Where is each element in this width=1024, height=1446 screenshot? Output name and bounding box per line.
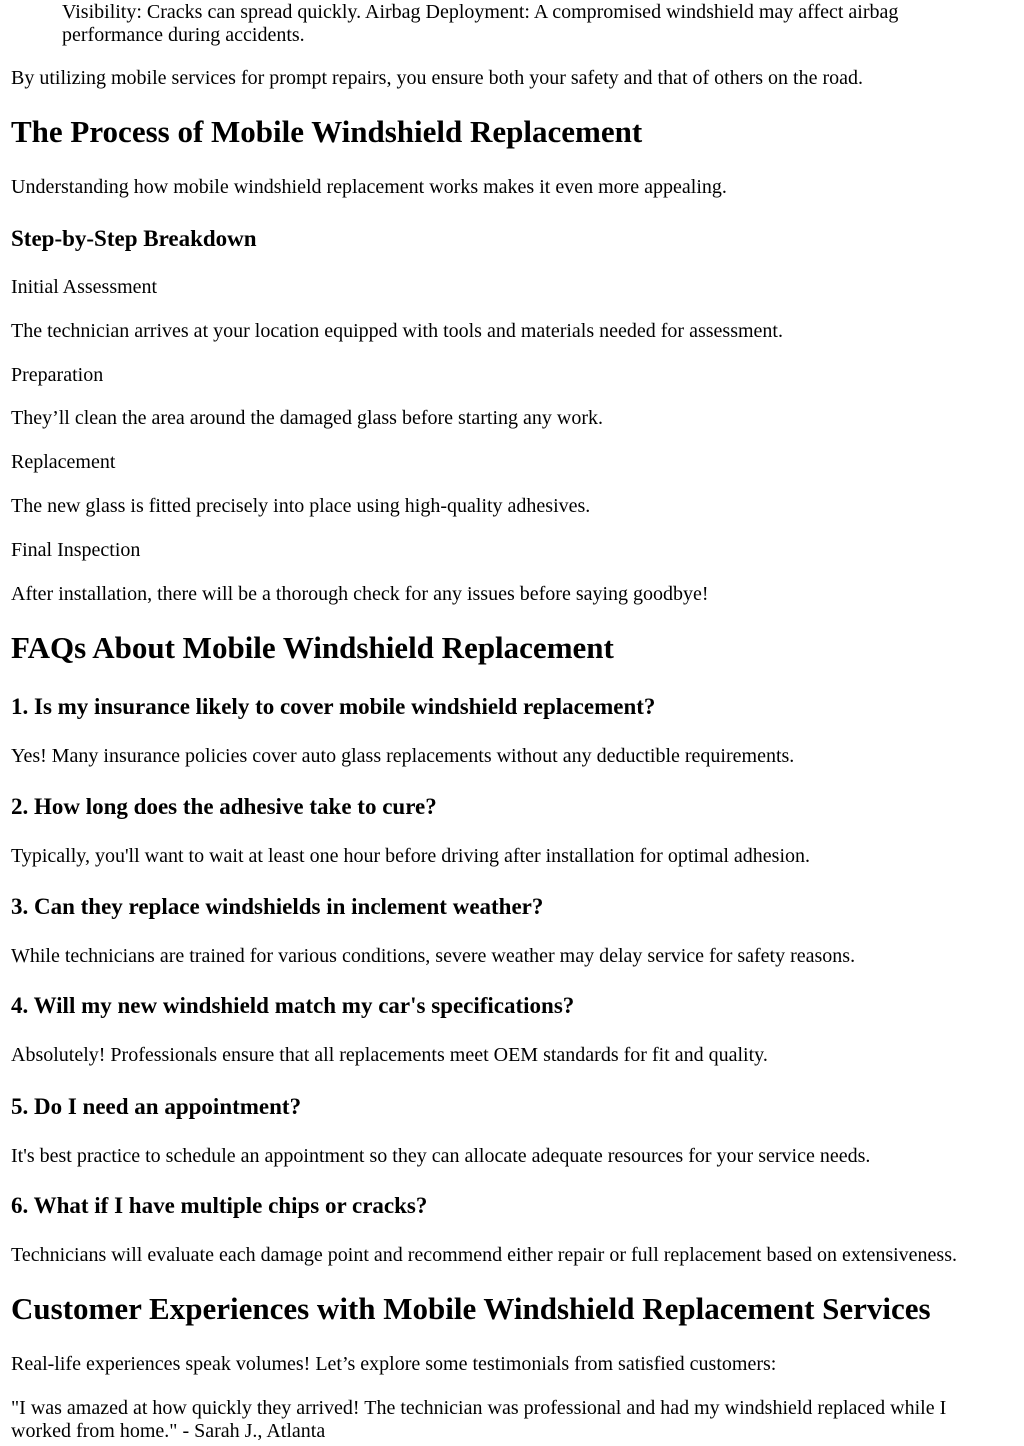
process-heading: The Process of Mobile Windshield Replacement <box>11 114 643 149</box>
faq-answer: It's best practice to schedule an appointment so they can allocate adequate resources for your service needs. <box>11 1145 871 1167</box>
faq-question: 4. Will my new windshield match my car's specifications? <box>11 993 575 1018</box>
step-title: Final Inspection <box>11 539 141 561</box>
faq-question: 5. Do I need an appointment? <box>11 1094 302 1119</box>
intro-list-item: Visibility: Cracks can spread quickly. Airbag Deployment: A compromised windshield may affect airbag performance during accidents. <box>62 1 899 46</box>
step-title: Preparation <box>11 364 104 386</box>
faq-question: 6. What if I have multiple chips or cracks? <box>11 1193 428 1218</box>
step-text: After installation, there will be a thorough check for any issues before saying goodbye! <box>11 583 709 605</box>
faq-answer: Technicians will evaluate each damage point and recommend either repair or full replacement based on extensiveness. <box>11 1244 957 1266</box>
experiences-intro: Real-life experiences speak volumes! Let’s explore some testimonials from satisfied customers: <box>11 1353 777 1375</box>
step-title: Initial Assessment <box>11 276 158 298</box>
testimonial: "I was amazed at how quickly they arrived! The technician was professional and had my windshield replaced while I worked from home." - Sarah J., Atlanta <box>11 1397 947 1442</box>
faqs-heading: FAQs About Mobile Windshield Replacement <box>11 630 614 665</box>
faq-question: 2. How long does the adhesive take to cure? <box>11 794 437 819</box>
faq-answer: While technicians are trained for various conditions, severe weather may delay service for safety reasons. <box>11 945 856 967</box>
experiences-heading: Customer Experiences with Mobile Windshield Replacement Services <box>11 1291 931 1326</box>
process-intro: Understanding how mobile windshield replacement works makes it even more appealing. <box>11 176 727 198</box>
step-text: The technician arrives at your location equipped with tools and materials needed for assessment. <box>11 320 783 342</box>
faq-question: 3. Can they replace windshields in inclement weather? <box>11 894 544 919</box>
step-title: Replacement <box>11 451 116 473</box>
breakdown-heading: Step-by-Step Breakdown <box>11 226 257 251</box>
faq-answer: Typically, you'll want to wait at least one hour before driving after installation for optimal adhesion. <box>11 845 811 867</box>
faq-answer: Absolutely! Professionals ensure that all replacements meet OEM standards for fit and quality. <box>11 1044 768 1066</box>
step-text: The new glass is fitted precisely into place using high-quality adhesives. <box>11 495 591 517</box>
faq-question: 1. Is my insurance likely to cover mobile windshield replacement? <box>11 694 656 719</box>
step-text: They’ll clean the area around the damaged glass before starting any work. <box>11 407 603 429</box>
faq-answer: Yes! Many insurance policies cover auto glass replacements without any deductible requirements. <box>11 745 795 767</box>
intro-paragraph: By utilizing mobile services for prompt repairs, you ensure both your safety and that of others on the road. <box>11 67 864 89</box>
